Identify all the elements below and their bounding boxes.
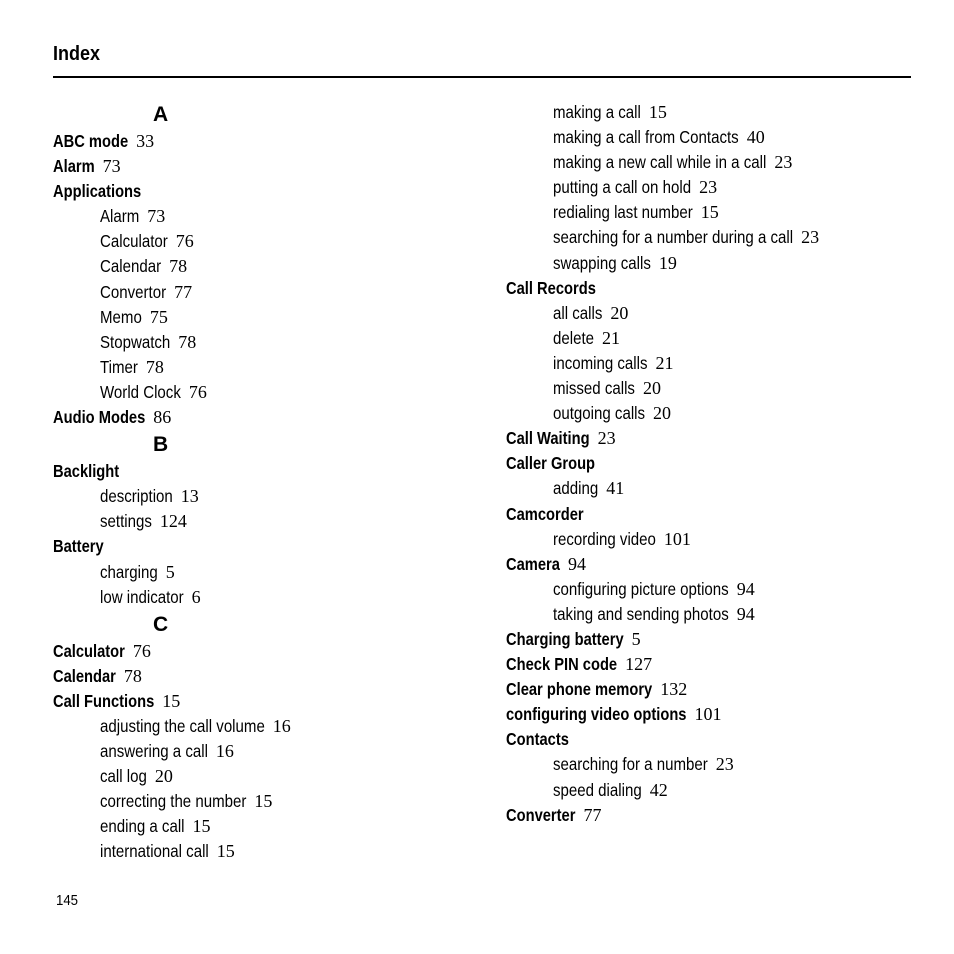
index-subentry <box>506 301 819 326</box>
index-term: ending a call <box>100 816 185 837</box>
index-term: Backlight <box>53 461 120 482</box>
index-page-ref: 21 <box>655 352 674 373</box>
index-term: call log <box>100 766 147 787</box>
index-page-ref: 75 <box>149 306 168 327</box>
index-page-ref: 15 <box>700 202 719 223</box>
index-subentry <box>53 280 291 305</box>
index-term: delete <box>553 327 595 348</box>
index-page-ref: 5 <box>631 628 641 649</box>
index-page-ref: 23 <box>801 227 820 248</box>
index-subentry <box>506 602 819 627</box>
index-term: Calendar <box>53 665 116 686</box>
index-term: Audio Modes <box>53 407 146 428</box>
index-page-ref: 94 <box>736 578 755 599</box>
index-page-ref: 21 <box>602 327 620 348</box>
index-page-ref: 78 <box>123 665 142 686</box>
index-term: recording video <box>553 528 656 549</box>
index-term: low indicator <box>100 586 184 607</box>
index-page-ref: 15 <box>216 841 235 862</box>
index-term: Calculator <box>100 231 168 252</box>
index-page-ref: 73 <box>102 156 121 177</box>
index-term: Calendar <box>100 256 162 277</box>
index-term: Clear phone memory <box>506 679 653 700</box>
index-subentry <box>53 305 291 330</box>
index-entry <box>506 803 819 828</box>
index-page-ref: 20 <box>154 766 173 787</box>
index-entry <box>53 179 291 204</box>
index-term: making a call from Contacts <box>553 127 739 148</box>
index-page-ref: 13 <box>180 486 199 507</box>
index-subentry <box>506 150 819 175</box>
index-subentry <box>506 527 819 552</box>
index-term: Contacts <box>506 729 569 750</box>
index-page-ref: 78 <box>178 331 197 352</box>
index-letter-heading: B <box>153 433 169 457</box>
index-page-ref: 19 <box>658 252 677 273</box>
index-page-ref: 76 <box>175 231 194 252</box>
index-term: Call Functions <box>53 690 155 711</box>
index-entry <box>506 677 819 702</box>
index-entry <box>506 451 819 476</box>
index-term: Convertor <box>100 281 167 302</box>
index-term: Caller Group <box>506 453 596 474</box>
index-term: speed dialing <box>553 779 642 800</box>
index-subentry <box>506 200 819 225</box>
index-page-ref: 76 <box>188 381 207 402</box>
index-letter-heading: A <box>153 103 169 126</box>
index-page-ref: 78 <box>145 356 164 377</box>
index-entry <box>506 276 819 301</box>
index-page-ref: 15 <box>162 690 181 711</box>
index-entry <box>53 154 291 179</box>
index-subentry <box>53 229 291 254</box>
index-letter-heading: C <box>153 612 169 636</box>
index-page-ref: 33 <box>136 131 155 151</box>
index-term: description <box>100 486 173 507</box>
index-entry <box>53 664 291 689</box>
index-subentry <box>53 714 291 739</box>
index-entry <box>506 552 819 577</box>
index-term: Check PIN code <box>506 654 618 675</box>
index-page-ref: 101 <box>663 528 691 549</box>
index-term: configuring video options <box>506 704 687 725</box>
index-column-right <box>506 100 819 828</box>
index-page-ref: 86 <box>153 407 172 428</box>
index-page-ref: 6 <box>191 586 201 607</box>
index-page-ref: 40 <box>746 127 765 148</box>
page-title: Index <box>53 43 101 65</box>
index-page-ref: 73 <box>147 206 166 227</box>
index-page-ref: 20 <box>642 378 661 399</box>
index-page-ref: 5 <box>165 561 175 582</box>
index-term: settings <box>100 511 152 532</box>
index-term: outgoing calls <box>553 403 646 424</box>
index-page-ref: 77 <box>583 804 602 825</box>
index-term: all calls <box>553 302 603 323</box>
index-term: correcting the number <box>100 791 247 812</box>
index-page-ref: 94 <box>567 553 586 574</box>
index-term: adding <box>553 478 599 499</box>
index-term: taking and sending photos <box>553 603 729 624</box>
index-term: World Clock <box>100 381 181 402</box>
index-page-ref: 23 <box>774 152 793 173</box>
index-column-left <box>53 100 291 865</box>
index-subentry <box>53 355 291 380</box>
index-entry <box>53 534 291 559</box>
index-term: making a new call while in a call <box>553 152 767 173</box>
index-term: international call <box>100 841 209 862</box>
index-subentry <box>53 380 291 405</box>
index-page-ref: 15 <box>254 791 273 812</box>
index-entry <box>53 405 291 430</box>
index-subentry <box>506 326 819 351</box>
index-term: Alarm <box>100 206 140 227</box>
index-subentry <box>53 560 291 585</box>
index-term: redialing last number <box>553 202 693 223</box>
index-term: Calculator <box>53 640 125 661</box>
index-term: Call Records <box>506 277 596 298</box>
index-page-ref: 20 <box>653 403 672 424</box>
index-page-ref: 15 <box>192 816 211 837</box>
index-entry <box>506 652 819 677</box>
index-page-ref: 20 <box>610 302 629 323</box>
index-page-ref: 132 <box>660 679 688 700</box>
index-entry <box>506 502 819 527</box>
index-subentry <box>506 125 819 150</box>
index-page-ref: 124 <box>159 511 187 532</box>
index-entry <box>53 689 291 714</box>
index-term: Converter <box>506 804 576 825</box>
index-term: configuring picture options <box>553 578 729 599</box>
index-term: Camcorder <box>506 503 584 524</box>
index-subentry <box>506 175 819 200</box>
index-page-ref: 101 <box>694 704 722 725</box>
index-subentry <box>53 484 291 509</box>
index-term: Battery <box>53 536 104 557</box>
index-page-ref: 127 <box>625 654 653 675</box>
index-term: Charging battery <box>506 628 624 649</box>
index-term: putting a call on hold <box>553 177 692 198</box>
header-rule <box>53 76 911 78</box>
index-entry <box>53 639 291 664</box>
index-term: Timer <box>100 356 138 377</box>
index-page-ref: 94 <box>736 603 755 624</box>
index-page-ref: 23 <box>699 177 718 198</box>
index-page-ref: 16 <box>272 715 291 736</box>
index-subentry <box>506 251 819 276</box>
index-page-ref: 41 <box>606 478 625 499</box>
index-page-ref: 77 <box>174 281 193 302</box>
index-subentry <box>53 814 291 839</box>
index-term: Camera <box>506 553 560 574</box>
index-term: answering a call <box>100 741 208 762</box>
index-subentry <box>506 351 819 376</box>
index-subentry <box>53 585 291 610</box>
index-term: Applications <box>53 181 142 202</box>
index-entry <box>53 459 291 484</box>
index-term: ABC mode <box>53 131 129 151</box>
index-entry <box>506 727 819 752</box>
index-page-ref: 76 <box>132 640 151 661</box>
index-entry <box>53 129 291 154</box>
index-term: searching for a number during a call <box>553 227 794 248</box>
index-page-ref: 15 <box>648 102 667 122</box>
index-subentry <box>53 509 291 534</box>
index-subentry <box>506 577 819 602</box>
index-subentry <box>53 839 291 864</box>
index-subentry <box>506 100 819 125</box>
index-subentry <box>506 778 819 803</box>
index-term: Call Waiting <box>506 428 590 449</box>
index-term: making a call <box>553 102 641 122</box>
index-subentry <box>506 376 819 401</box>
index-term: searching for a number <box>553 754 708 775</box>
index-term: Memo <box>100 306 142 327</box>
page-number: 145 <box>56 892 79 909</box>
index-subentry <box>53 204 291 229</box>
index-subentry <box>53 330 291 355</box>
index-subentry <box>53 739 291 764</box>
index-subentry <box>506 752 819 777</box>
index-term: swapping calls <box>553 252 651 273</box>
index-page-ref: 23 <box>715 754 734 775</box>
index-page-ref: 78 <box>169 256 188 277</box>
index-term: missed calls <box>553 378 635 399</box>
index-term: incoming calls <box>553 352 648 373</box>
index-term: adjusting the call volume <box>100 715 265 736</box>
index-page-ref: 16 <box>215 741 234 762</box>
index-subentry <box>506 401 819 426</box>
index-term: Alarm <box>53 156 95 177</box>
index-subentry <box>53 764 291 789</box>
index-subentry <box>506 225 819 250</box>
index-entry <box>506 426 819 451</box>
index-subentry <box>53 789 291 814</box>
index-page-ref: 23 <box>597 428 616 449</box>
index-subentry <box>53 254 291 279</box>
index-term: Stopwatch <box>100 331 171 352</box>
index-entry <box>506 702 819 727</box>
index-subentry <box>506 476 819 501</box>
index-term: charging <box>100 561 158 582</box>
index-entry <box>506 627 819 652</box>
index-page-ref: 42 <box>649 779 668 800</box>
